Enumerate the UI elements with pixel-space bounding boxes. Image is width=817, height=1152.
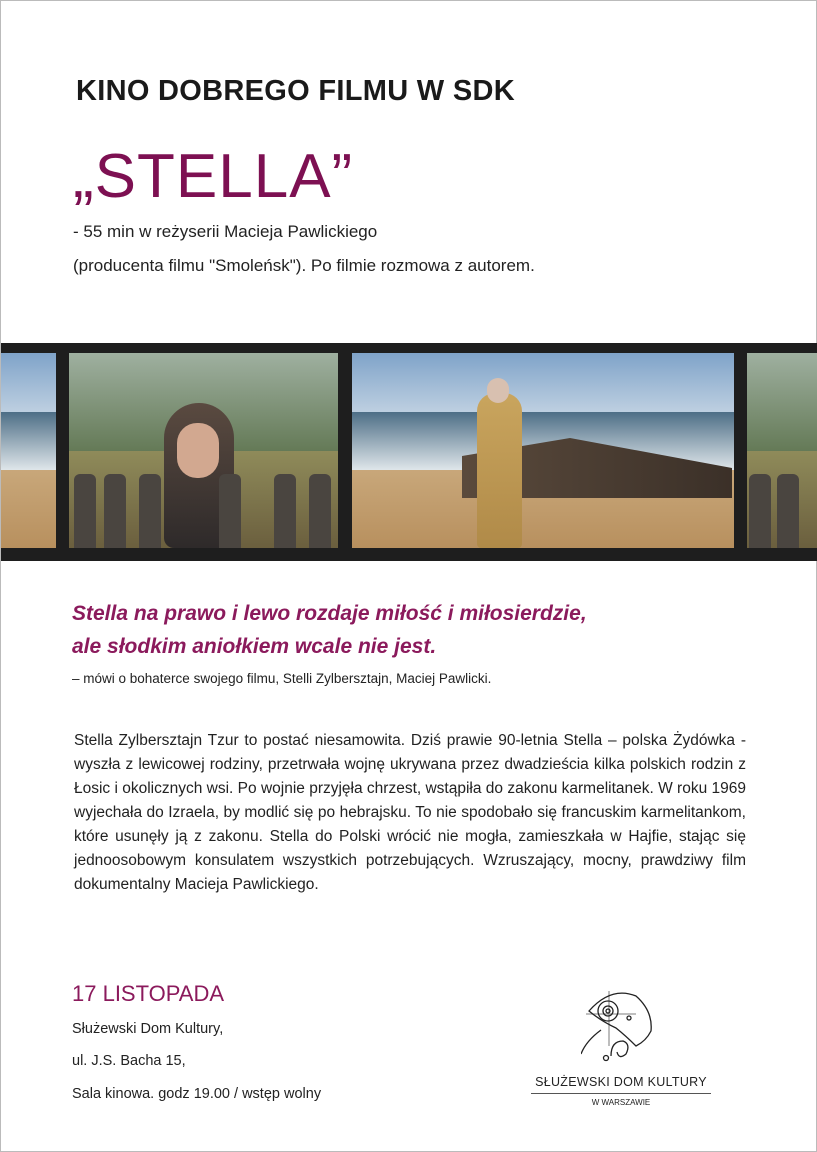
film-frame-sea-partial — [1, 353, 56, 548]
film-frame-woman-beach — [352, 353, 734, 548]
film-frame-girl-fence — [69, 353, 338, 548]
event-address: ul. J.S. Bacha 15, — [72, 1053, 186, 1069]
event-venue: Służewski Dom Kultury, — [72, 1021, 224, 1037]
logo-city: W WARSZAWIE — [591, 1098, 651, 1107]
quote-attribution: – mówi o bohaterce swojego filmu, Stelli Zylbersztajn, Maciej Pawlicki. — [72, 671, 492, 686]
subtitle-line-2: (producenta filmu "Smoleńsk"). Po filmie rozmowa z autorem. — [73, 256, 535, 275]
poster-header: KINO DOBREGO FILMU W SDK — [76, 75, 515, 107]
pull-quote — [72, 597, 587, 663]
subtitle-line-1: - 55 min w reżyserii Macieja Pawlickiego — [73, 222, 378, 241]
quote-line-2: ale słodkim aniołkiem wcale nie jest. — [72, 635, 437, 658]
film-title: „STELLA” — [73, 142, 354, 211]
quote-line-1: Stella na prawo i lewo rozdaje miłość i miłosierdzie, — [72, 602, 587, 625]
film-strip — [1, 343, 817, 561]
event-date: 17 LISTOPADA — [72, 981, 225, 1006]
event-details: Sala kinowa. godz 19.00 / wstęp wolny — [72, 1086, 322, 1102]
logo-name: SŁUŻEWSKI DOM KULTURY — [531, 1075, 711, 1094]
sdk-logo — [531, 986, 711, 1107]
description-paragraph: Stella Zylbersztajn Tzur to postać niesamowita. Dziś prawie 90-letnia Stella – polska Żydówka - wyszła z lewicowej rodziny, przetrwała wojnę ukrywana przez dwadzieścia kilka polskich rodzin z Łosic i okolicznych wsi. Po wojnie przyjęła chrzest, wstąpiła do zakonu karmelitanek. W roku 1969 wyjechała do Izraela, by modlić się po hebrajsku. To nie spodobało się francuskim karmelitankom, które usunęły ją z zakonu. Stella do Polski wrócić nie mogła, zamieszkała w Hajfie, stając się jednoosobowym konsulatem wszystkich potrzebujących. Wzruszający, mocny, prawdziwy film dokumentalny Macieja Pawlickiego. — [74, 732, 746, 893]
film-frame-partial-right — [747, 353, 817, 548]
ram-head-logo-icon — [581, 986, 661, 1066]
